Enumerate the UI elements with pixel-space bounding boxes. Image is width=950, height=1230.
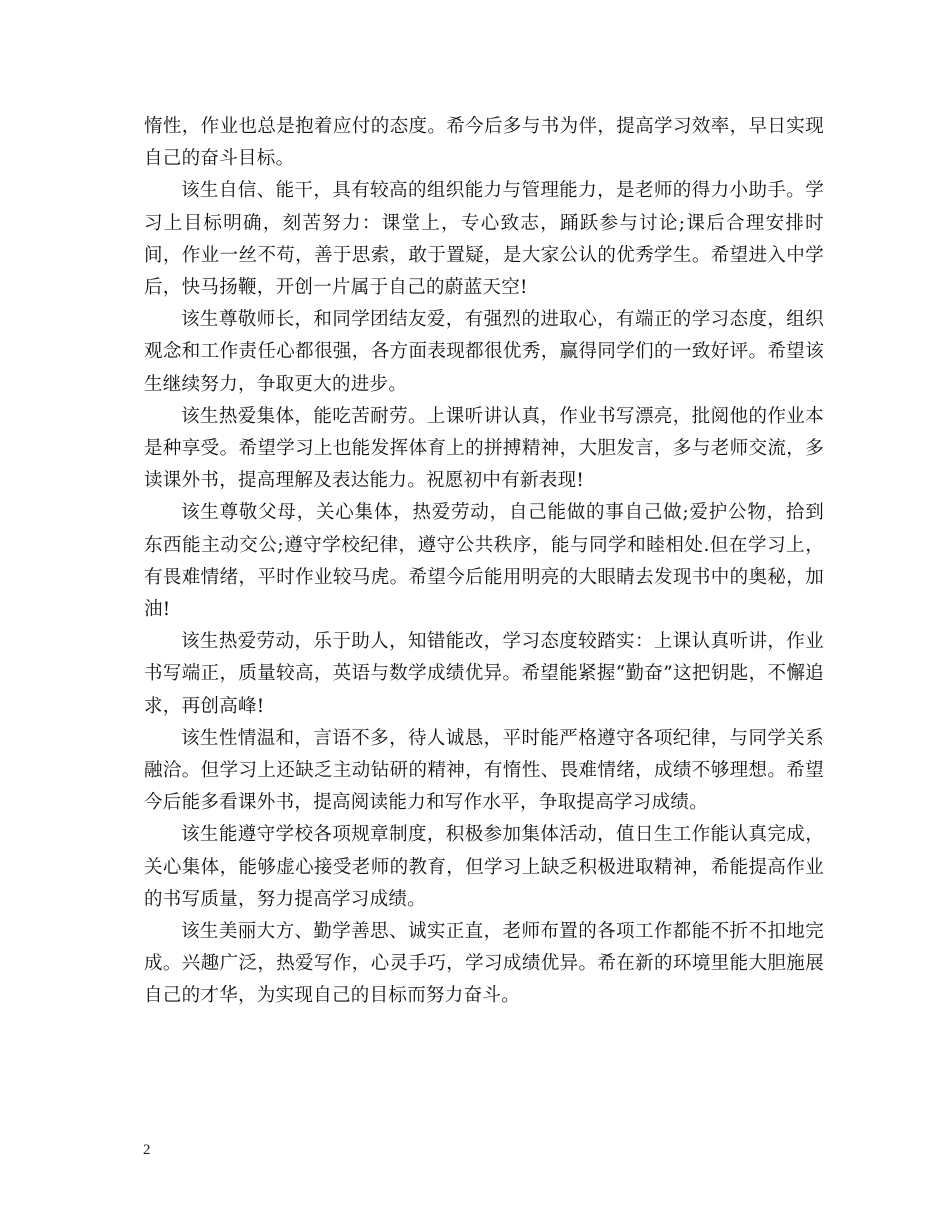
paragraph-2: 该生自信、能干，具有较高的组织能力与管理能力，是老师的得力小助手。学习上目标明确，刻苦努力：课堂上，专心致志，踊跃参与讨论;课后合理安排时间，作业一丝不苟，善于思索，敢于置疑，是大家公认的优秀学生。希望进入中学后，快马扬鞭，开创一片属于自己的蔚蓝天空! bbox=[144, 180, 824, 299]
paragraph-7: 该生性情温和，言语不多，待人诚恳，平时能严格遵守各项纪律，与同学关系融洽。但学习上还缺乏主动钻研的精神，有惰性、畏难情绪，成绩不够理想。希望今后能多看课外书，提高阅读能力和写作水平，争取提高学习成绩。 bbox=[144, 727, 824, 814]
document-body bbox=[144, 111, 824, 1013]
paragraph-3: 该生尊敬师长，和同学团结友爱，有强烈的进取心，有端正的学习态度，组织观念和工作责任心都很强，各方面表现都很优秀，赢得同学们的一致好评。希望该生继续努力，争取更大的进步。 bbox=[144, 309, 824, 395]
paragraph-1: 惰性，作业也总是抱着应付的态度。希今后多与书为伴，提高学习效率，早日实现自己的奋斗目标。 bbox=[144, 116, 824, 170]
paragraph-8: 该生能遵守学校各项规章制度，积极参加集体活动，值日生工作能认真完成，关心集体，能够虚心接受老师的教育，但学习上缺乏积极进取精神，希能提高作业的书写质量，努力提高学习成绩。 bbox=[144, 824, 824, 910]
paragraph-9: 该生美丽大方、勤学善思、诚实正直，老师布置的各项工作都能不折不扣地完成。兴趣广泛，热爱写作，心灵手巧，学习成绩优异。希在新的环境里能大胆施展自己的才华，为实现自己的目标而努力奋斗。 bbox=[144, 921, 824, 1007]
paragraph-5: 该生尊敬父母，关心集体，热爱劳动，自己能做的事自己做;爱护公物，拾到东西能主动交公;遵守学校纪律，遵守公共秩序，能与同学和睦相处.但在学习上，有畏难情绪，平时作业较马虎。希望今后能用明亮的大眼睛去发现书中的奥秘，加油! bbox=[144, 502, 824, 621]
paragraph-6: 该生热爱劳动，乐于助人，知错能改，学习态度较踏实：上课认真听讲，作业书写端正，质量较高，英语与数学成绩优异。希望能紧握“勤奋”这把钥匙，不懈追求，再创高峰! bbox=[144, 631, 824, 717]
paragraph-4: 该生热爱集体，能吃苦耐劳。上课听讲认真，作业书写漂亮，批阅他的作业本是种享受。希望学习上也能发挥体育上的拼搏精神，大胆发言，多与老师交流，多读课外书，提高理解及表达能力。祝愿初中有新表现! bbox=[144, 405, 824, 492]
page-number: 2 bbox=[143, 1142, 151, 1158]
